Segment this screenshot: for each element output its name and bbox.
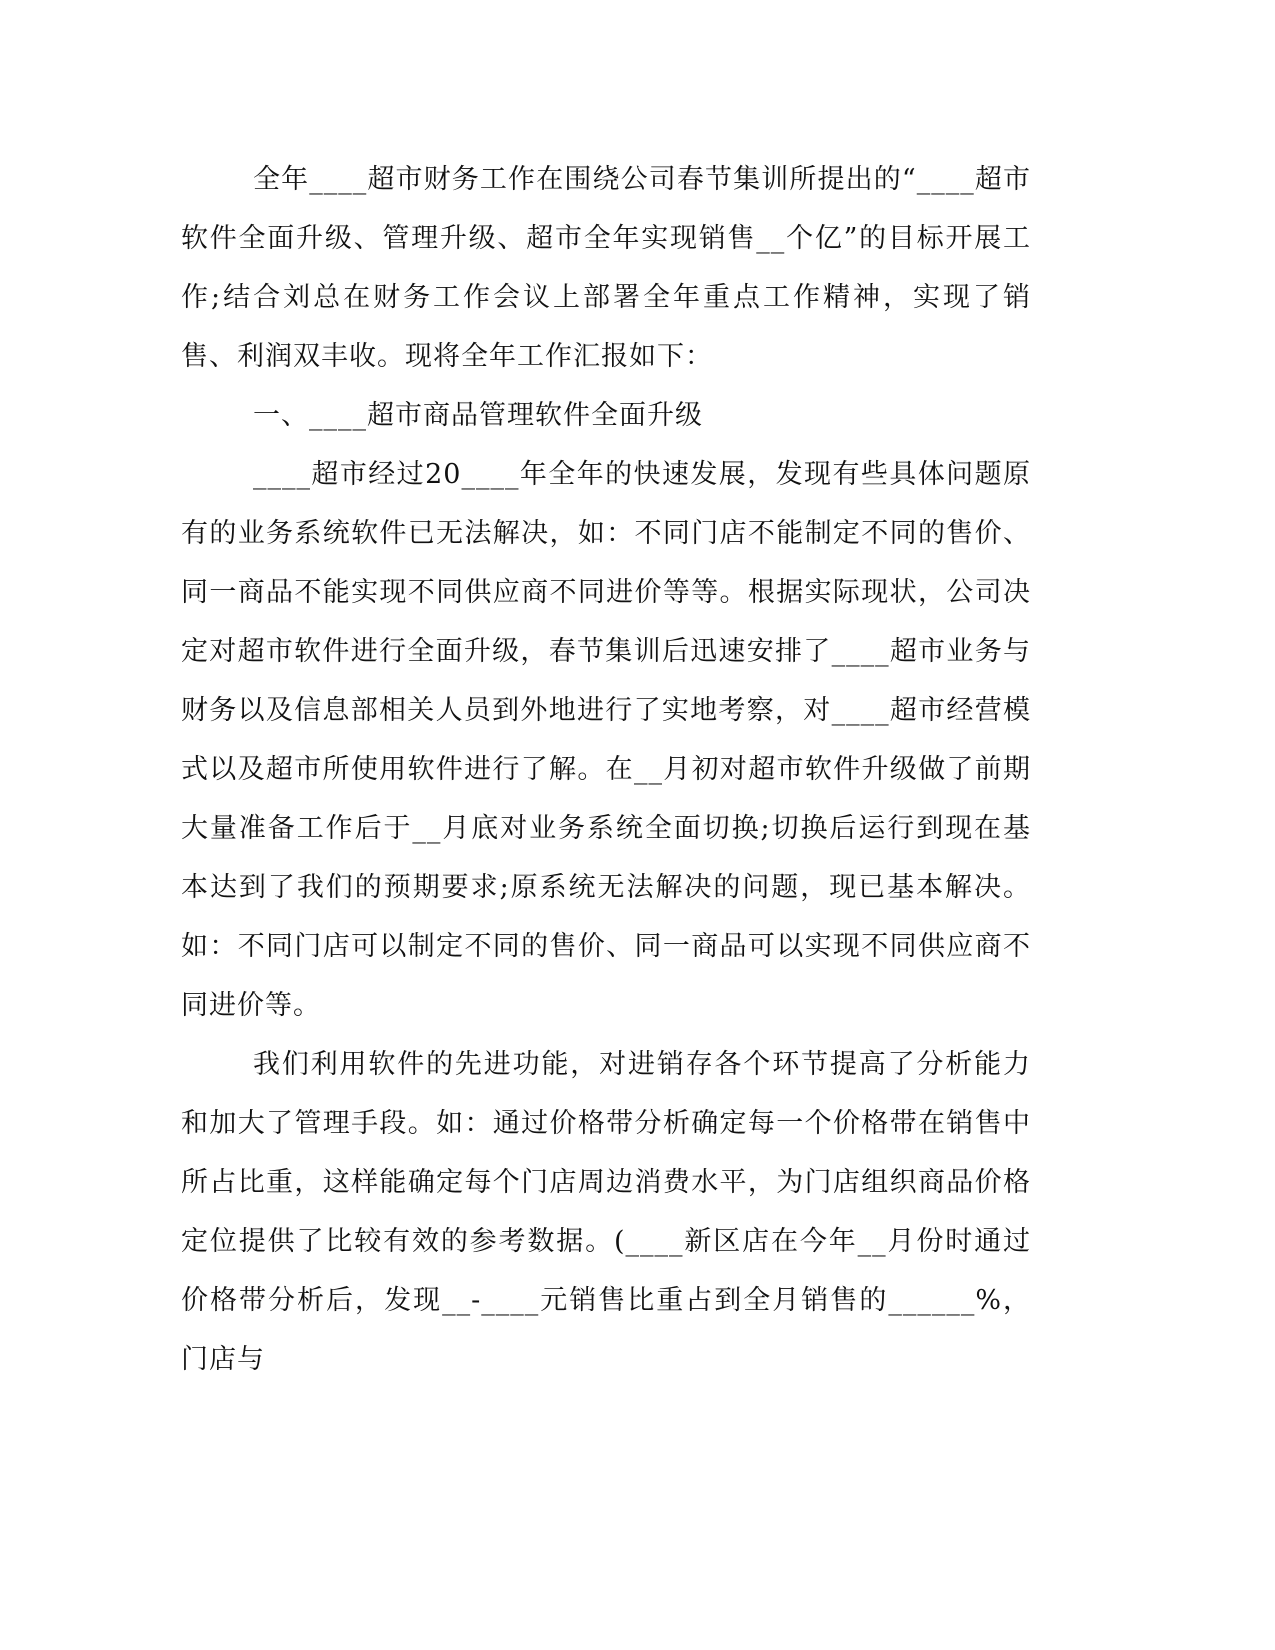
document-body — [181, 150, 1031, 1389]
section-heading: 一、____超市商品管理软件全面升级 — [253, 400, 703, 431]
body-paragraph: ____超市经过20____年全年的快速发展，发现有些具体问题原有的业务系统软件已无法解决，如：不同门店不能制定不同的售价、同一商品不能实现不同供应商不同进价等等。根据实际现状，公司决定对超市软件进行全面升级，春节集训后迅速安排了____超市业务与财务以及信息部相关人员到外地进行了实地考察，对____超市经营模式以及超市所使用软件进行了解。在__月初对超市软件升级做了前期大量准备工作后于__月底对业务系统全面切换;切换后运行到现在基本达到了我们的预期要求;原系统无法解决的问题，现已基本解决。如：不同门店可以制定不同的售价、同一商品可以实现不同供应商不同进价等。 — [181, 459, 1031, 1021]
intro-paragraph: 全年____超市财务工作在围绕公司春节集训所提出的“____超市软件全面升级、管理升级、超市全年实现销售__个亿”的目标开展工作;结合刘总在财务工作会议上部署全年重点工作精神，实现了销售、利润双丰收。现将全年工作汇报如下： — [181, 164, 1031, 372]
body-paragraph: 我们利用软件的先进功能，对进销存各个环节提高了分析能力和加大了管理手段。如：通过价格带分析确定每一个价格带在销售中所占比重，这样能确定每个门店周边消费水平，为门店组织商品价格定位提供了比较有效的参考数据。(____新区店在今年__月份时通过价格带分析后，发现__-____元销售比重占到全月销售的______%，门店与 — [181, 1049, 1031, 1375]
